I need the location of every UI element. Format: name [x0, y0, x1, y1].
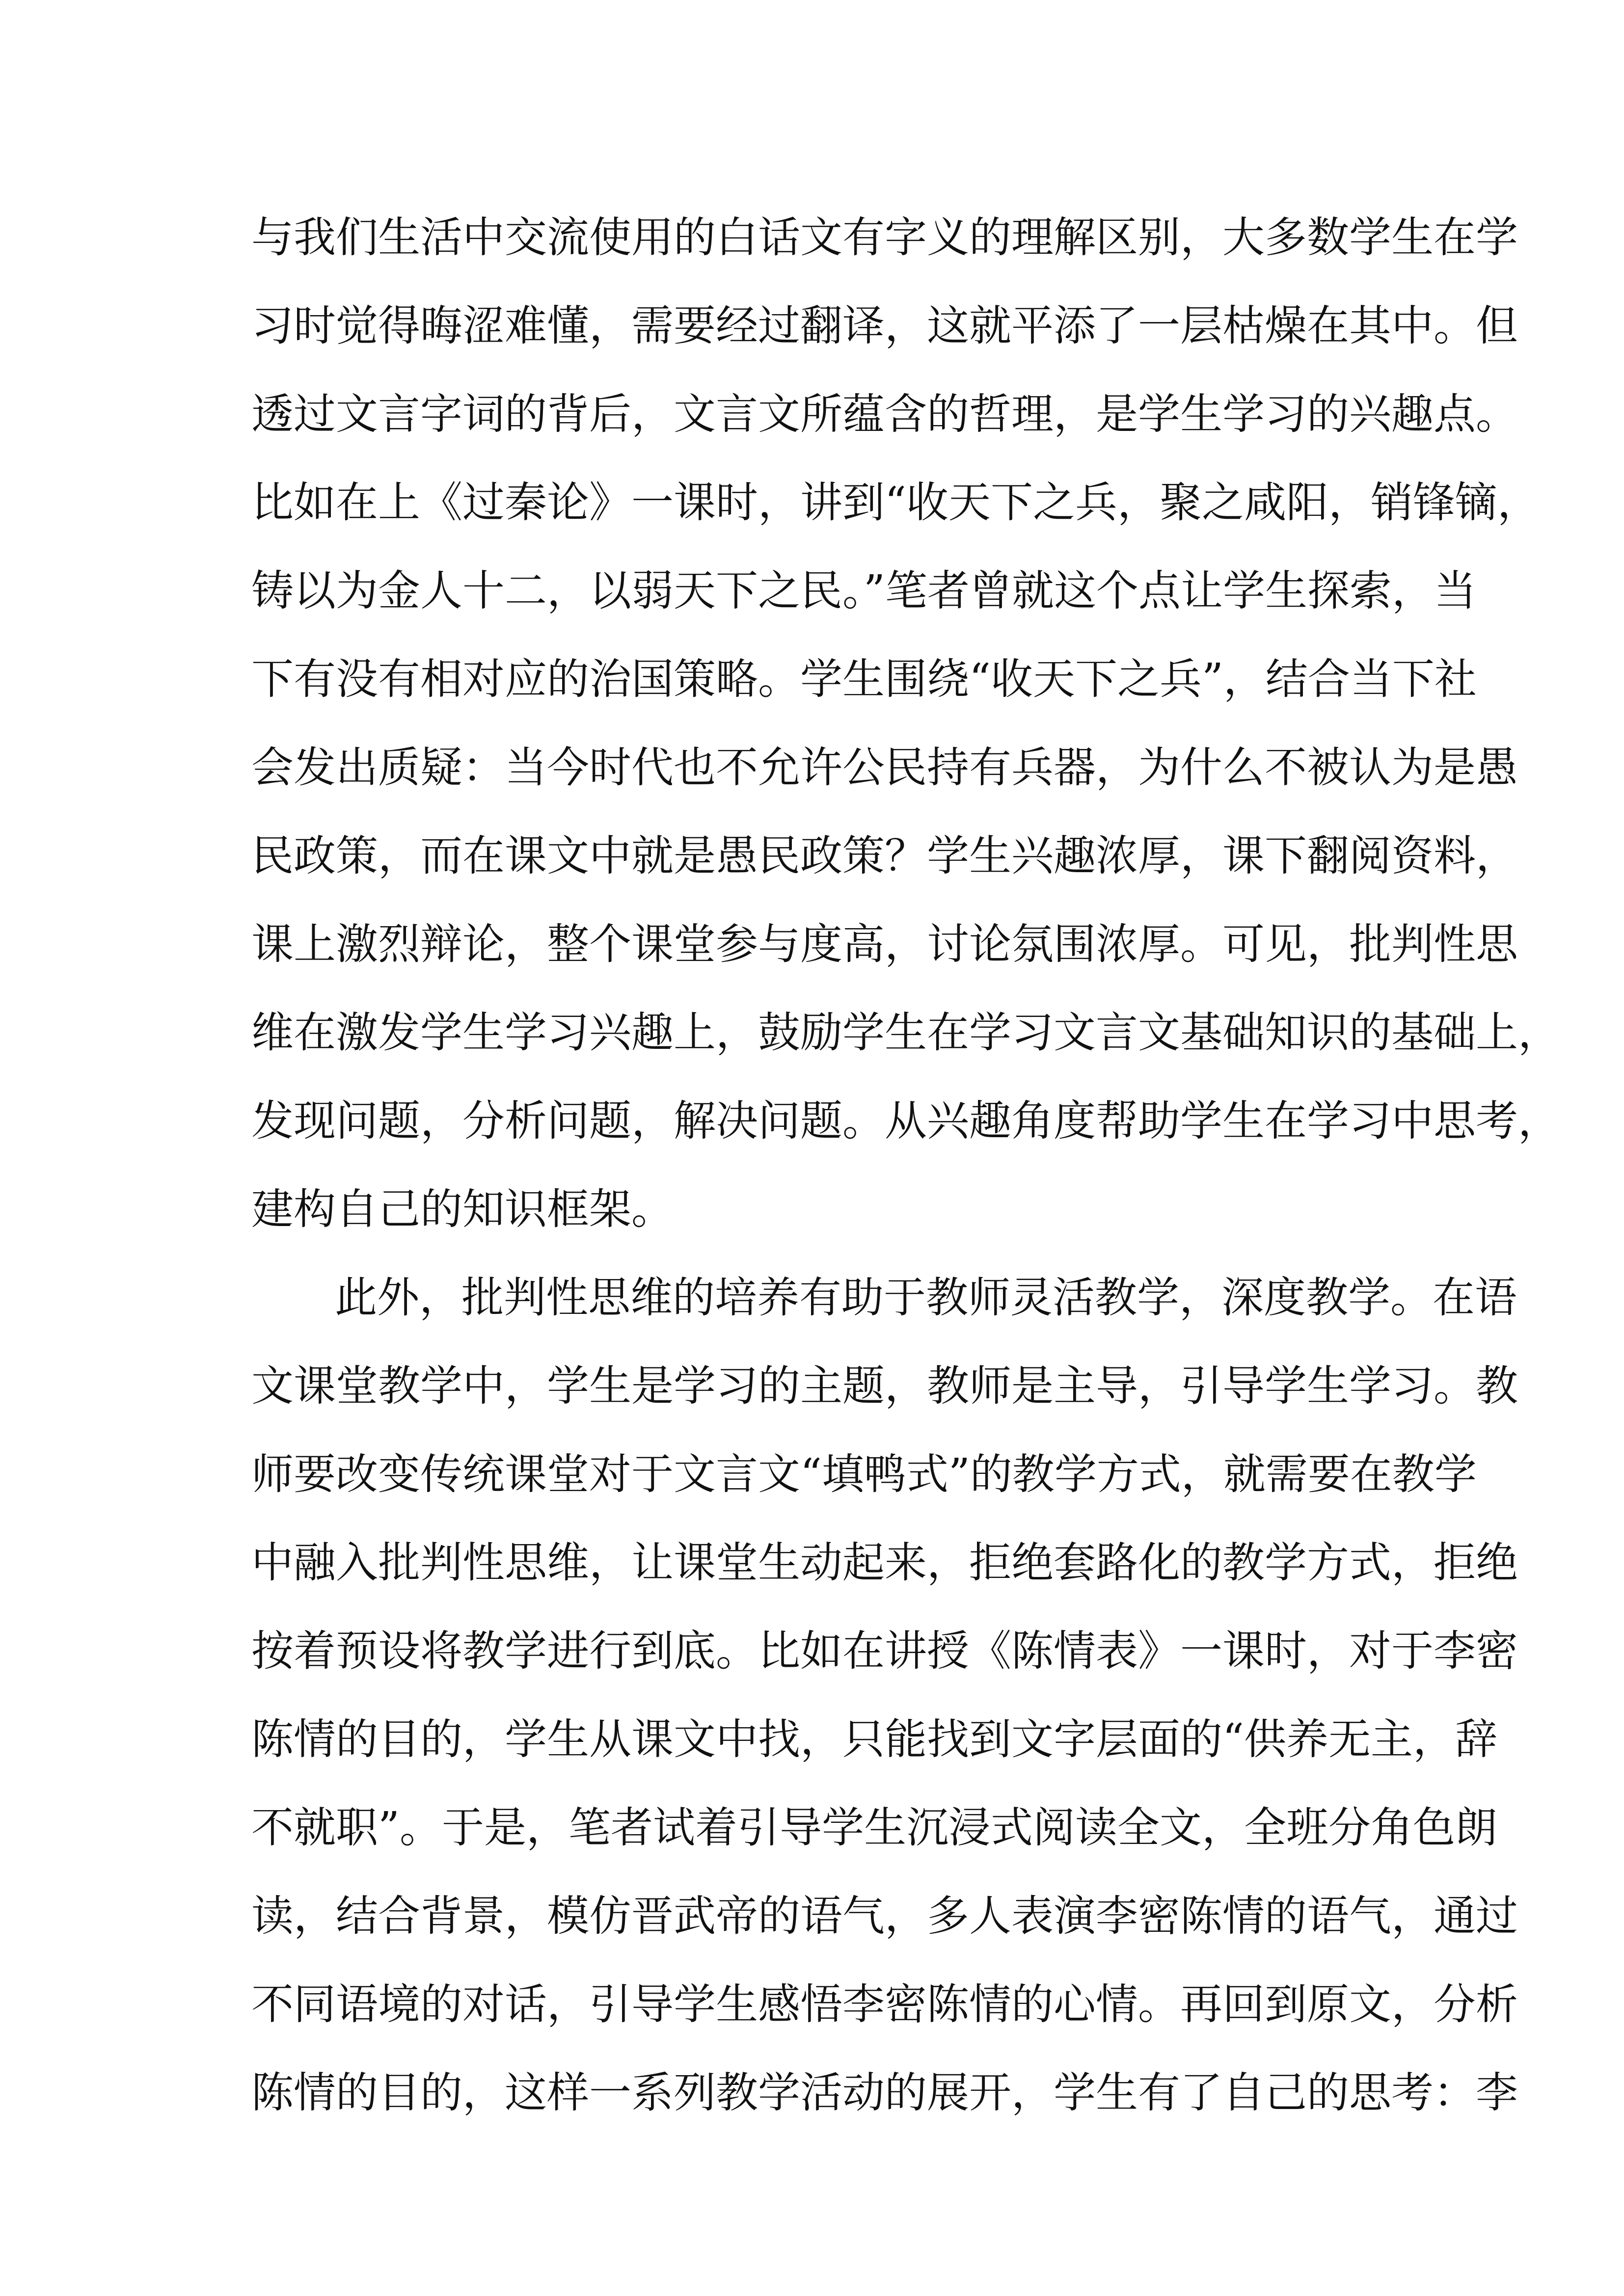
text-line: 会发出质疑：当今时代也不允许公民持有兵器，为什么不被认为是愚: [251, 743, 1518, 792]
text-line: 陈情的目的，这样一系列教学活动的展开，学生有了自己的思考：李: [251, 2068, 1518, 2117]
text-line: 建构自己的知识框架。: [251, 1185, 674, 1234]
text-line: 与我们生活中交流使用的白话文有字义的理解区别，大多数学生在学: [251, 213, 1518, 262]
text-line: 发现问题，分析问题，解决问题。从兴趣角度帮助学生在学习中思考，: [251, 1096, 1560, 1146]
text-line: 比如在上《过秦论》一课时，讲到“收天下之兵，聚之咸阳，销锋镝，: [251, 478, 1540, 527]
text-line: 师要改变传统课堂对于文言文“填鸭式”的教学方式，就需要在教学: [251, 1450, 1477, 1499]
text-line: 文课堂教学中，学生是学习的主题，教师是主导，引导学生学习。教: [251, 1362, 1518, 1411]
text-line: 习时觉得晦涩难懂，需要经过翻译，这就平添了一层枯燥在其中。但: [251, 301, 1518, 350]
text-line: 透过文言字词的背后，文言文所蕴含的哲理，是学生学习的兴趣点。: [251, 390, 1518, 439]
text-line: 读，结合背景，模仿晋武帝的语气，多人表演李密陈情的语气，通过: [251, 1892, 1518, 1941]
text-line: 课上激烈辩论，整个课堂参与度高，讨论氛围浓厚。可见，批判性思: [251, 920, 1518, 969]
text-line: 下有没有相对应的治国策略。学生围绕“收天下之兵”，结合当下社: [251, 655, 1477, 704]
text-line: 维在激发学生学习兴趣上，鼓励学生在学习文言文基础知识的基础上，: [251, 1008, 1560, 1057]
text-line: 此外，批判性思维的培养有助于教师灵活教学，深度教学。在语: [335, 1273, 1517, 1322]
text-line: 中融入批判性思维，让课堂生动起来，拒绝套路化的教学方式，拒绝: [251, 1538, 1518, 1587]
text-line: 不同语境的对话，引导学生感悟李密陈情的心情。再回到原文，分析: [251, 1980, 1518, 2029]
text-line: 不就职”。于是，笔者试着引导学生沉浸式阅读全文，全班分角色朗: [251, 1803, 1497, 1852]
text-line: 铸以为金人十二，以弱天下之民。”笔者曾就这个点让学生探索，当: [251, 566, 1476, 615]
text-line: 民政策，而在课文中就是愚民政策？学生兴趣浓厚，课下翻阅资料，: [251, 831, 1518, 881]
text-line: 按着预设将教学进行到底。比如在讲授《陈情表》一课时，对于李密: [251, 1627, 1518, 1676]
text-line: 陈情的目的，学生从课文中找，只能找到文字层面的“供养无主，辞: [251, 1715, 1497, 1764]
